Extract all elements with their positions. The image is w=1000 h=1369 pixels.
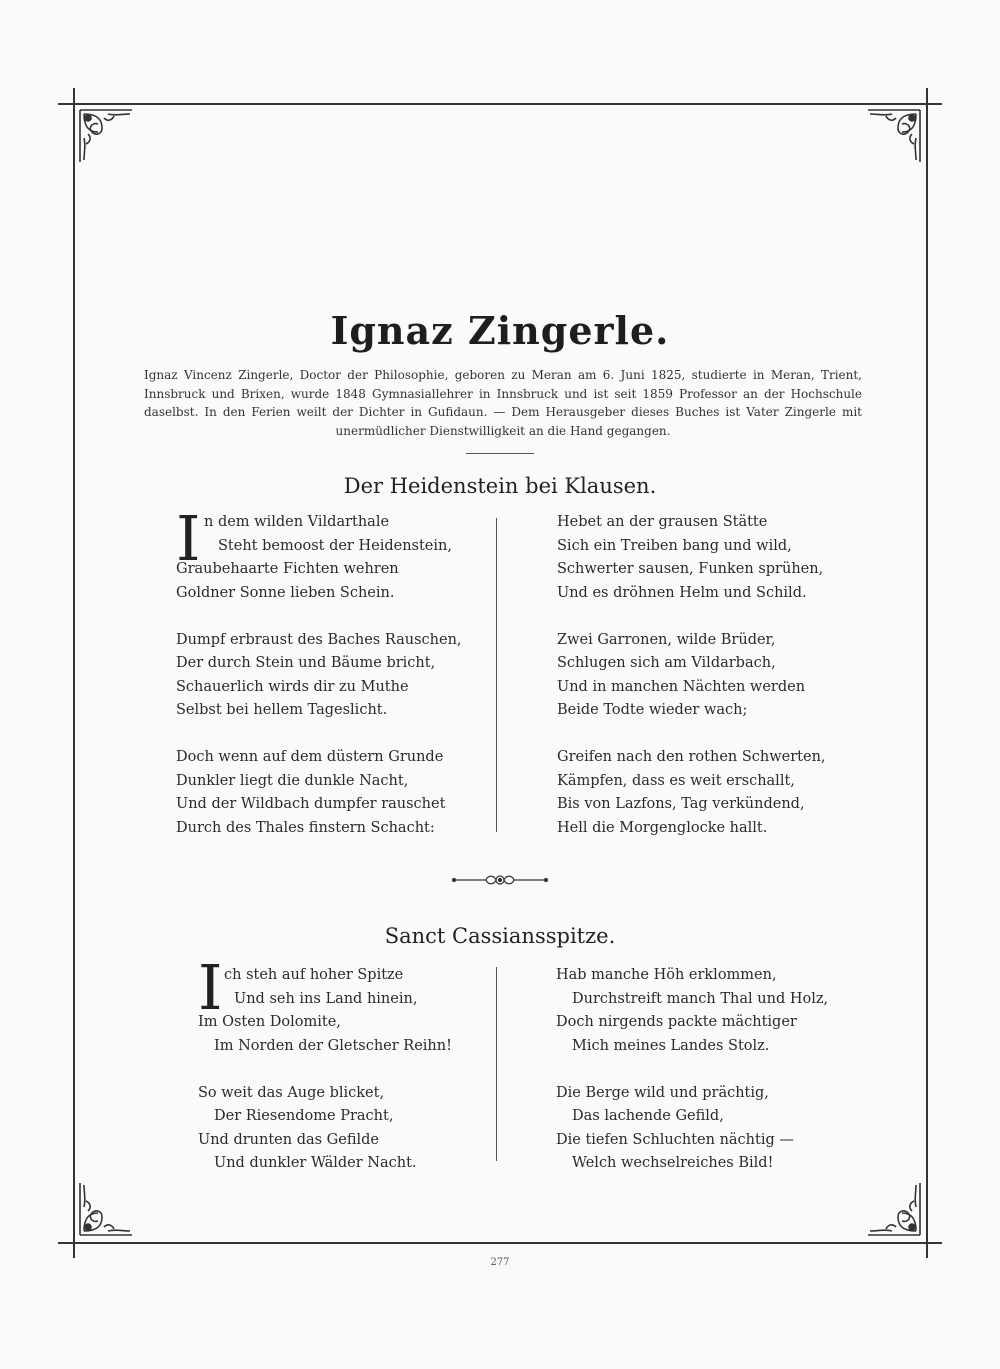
verse-line: Im Norden der Gletscher Reihn! bbox=[214, 1037, 452, 1054]
verse-line: Das lachende Gefild, bbox=[572, 1108, 724, 1124]
verse-line: Zwei Garronen, wilde Brüder, bbox=[557, 631, 776, 648]
poem-column-left bbox=[198, 964, 452, 1199]
drop-cap: I bbox=[176, 502, 201, 575]
verse-line: Der Riesendome Pracht, bbox=[214, 1108, 394, 1124]
verse-line: Hebet an der grausen Stätte bbox=[557, 514, 768, 530]
stanza bbox=[557, 511, 826, 605]
poem-column-right bbox=[556, 964, 828, 1199]
verse-line: Und es dröhnen Helm und Schild. bbox=[557, 584, 807, 601]
stanza bbox=[198, 1082, 452, 1176]
stanza bbox=[176, 746, 462, 840]
verse-line: Dumpf erbraust des Baches Rauschen, bbox=[176, 631, 462, 648]
drop-cap: I bbox=[198, 951, 223, 1024]
corner-ornament-top-right bbox=[866, 108, 922, 164]
frame-right-line bbox=[926, 88, 928, 1258]
column-divider bbox=[496, 518, 497, 832]
stanza bbox=[176, 629, 462, 723]
author-title: Ignaz Zingerle. bbox=[330, 308, 670, 353]
verse-line: Und in manchen Nächten werden bbox=[557, 678, 806, 695]
stanza bbox=[556, 964, 828, 1058]
verse-line: So weit das Auge blicket, bbox=[198, 1084, 385, 1101]
verse-line: Beide Todte wieder wach; bbox=[557, 702, 748, 718]
verse-line: Und dunkler Wälder Nacht. bbox=[214, 1155, 417, 1171]
poem-title: Sanct Cassiansspitze. bbox=[384, 924, 616, 948]
verse-line: Und drunten das Gefilde bbox=[198, 1131, 380, 1148]
verse-line: Graubehaarte Fichten wehren bbox=[176, 561, 399, 577]
page-number: 277 bbox=[490, 1257, 510, 1268]
column-divider bbox=[496, 967, 497, 1161]
verse-line: Hab manche Höh erklommen, bbox=[556, 967, 777, 983]
verse-line: Hell die Morgenglocke hallt. bbox=[557, 819, 768, 836]
verse-line: ch steh auf hoher Spitze bbox=[224, 967, 404, 983]
poem-column-left bbox=[176, 511, 462, 864]
verse-line: Welch wechselreiches Bild! bbox=[572, 1155, 774, 1171]
verse-line: Im Osten Dolomite, bbox=[198, 1014, 341, 1030]
verse-line: Selbst bei hellem Tageslicht. bbox=[176, 702, 388, 718]
section-divider bbox=[466, 453, 534, 454]
verse-line: Mich meines Landes Stolz. bbox=[572, 1037, 770, 1054]
verse-line: Kämpfen, dass es weit erschallt, bbox=[557, 772, 795, 789]
frame-top-line bbox=[58, 103, 942, 105]
verse-line: Greifen nach den rothen Schwerten, bbox=[557, 749, 826, 765]
poem-title: Der Heidenstein bei Klausen. bbox=[343, 474, 657, 498]
stanza bbox=[557, 746, 826, 840]
verse-line: Goldner Sonne lieben Schein. bbox=[176, 584, 395, 601]
poem-column-right bbox=[557, 511, 826, 864]
stanza bbox=[198, 964, 452, 1058]
verse-line: n dem wilden Vildarthale bbox=[204, 514, 390, 530]
stanza bbox=[176, 511, 462, 605]
verse-line: Doch wenn auf dem düstern Grunde bbox=[176, 749, 444, 765]
corner-ornament-bottom-left bbox=[78, 1181, 134, 1237]
frame-left-line bbox=[73, 88, 75, 1258]
frame-bottom-line bbox=[58, 1242, 942, 1244]
verse-line: Schwerter sausen, Funken sprühen, bbox=[557, 561, 824, 577]
corner-ornament-bottom-right bbox=[866, 1181, 922, 1237]
stanza bbox=[557, 629, 826, 723]
verse-line: Steht bemoost der Heidenstein, bbox=[218, 537, 452, 554]
verse-line: Und seh ins Land hinein, bbox=[234, 990, 418, 1007]
verse-line: Schlugen sich am Vildarbach, bbox=[557, 655, 776, 671]
verse-line: Und der Wildbach dumpfer rauschet bbox=[176, 796, 446, 812]
verse-line: Doch nirgends packte mächtiger bbox=[556, 1014, 797, 1030]
author-bio: Ignaz Vincenz Zingerle, Doctor der Philosophie, geboren zu Meran am 6. Juni 1825, studierte in Meran, Trient, Innsbruck und Brixen, wurde 1848 Gymnasiallehrer in Innsbruck und ist seit 1859 Professor an der Hochschule daselbst. In den Ferien weilt der Dichter in Gufidaun. — Dem Herausgeber dieses Buches ist Vater Zingerle mit unermüdlicher Dienstwilligkeit an die Hand gegangen. bbox=[144, 368, 862, 438]
verse-line: Dunkler liegt die dunkle Nacht, bbox=[176, 772, 409, 789]
verse-line: Der durch Stein und Bäume bricht, bbox=[176, 655, 436, 671]
verse-line: Sich ein Treiben bang und wild, bbox=[557, 537, 792, 554]
divider-ornament bbox=[450, 872, 550, 888]
verse-line: Durch des Thales finstern Schacht: bbox=[176, 819, 435, 836]
verse-line: Durchstreift manch Thal und Holz, bbox=[572, 990, 829, 1007]
verse-line: Die tiefen Schluchten nächtig — bbox=[556, 1131, 794, 1148]
verse-line: Bis von Lazfons, Tag verkündend, bbox=[557, 796, 805, 812]
corner-ornament-top-left bbox=[78, 108, 134, 164]
stanza bbox=[556, 1082, 828, 1176]
verse-line: Schauerlich wirds dir zu Muthe bbox=[176, 678, 409, 695]
verse-line: Die Berge wild und prächtig, bbox=[556, 1084, 769, 1101]
